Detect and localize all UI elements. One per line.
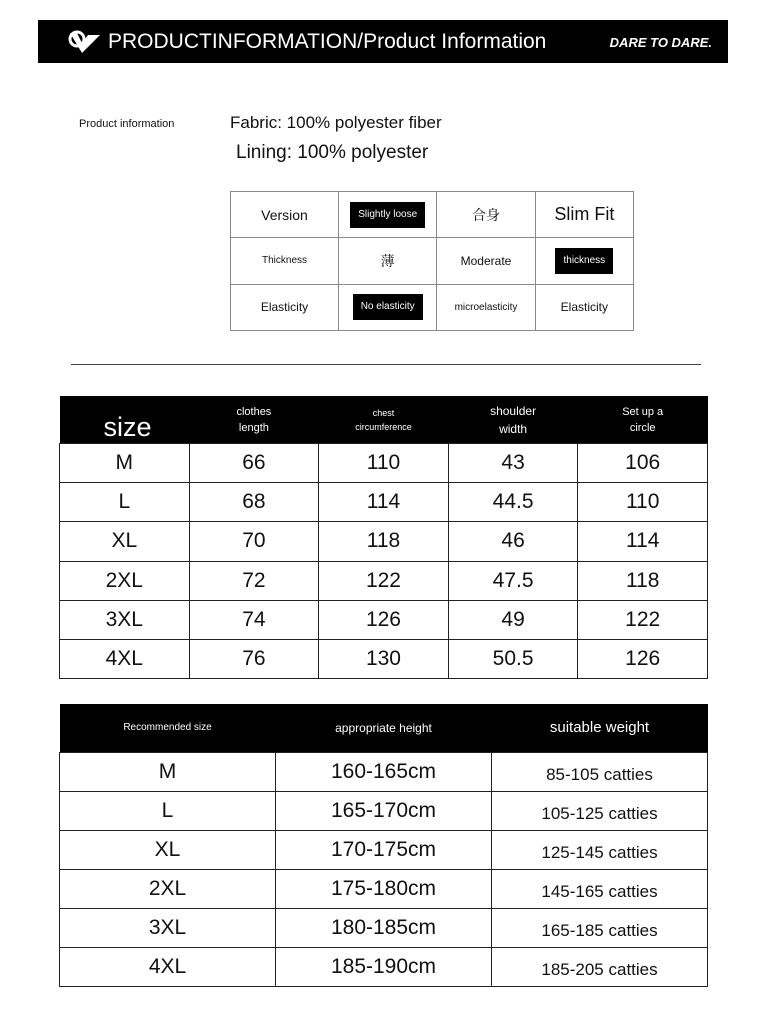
table-cell: 185-205 catties	[492, 947, 708, 986]
attr-option-selected	[339, 192, 437, 238]
table-cell: 118	[578, 561, 708, 600]
table-cell: M	[60, 444, 190, 483]
attr-option: 合身	[437, 192, 535, 238]
table-cell: 122	[578, 600, 708, 639]
table-cell: L	[60, 483, 190, 522]
size-header-length	[189, 396, 319, 444]
table-cell: 2XL	[60, 561, 190, 600]
table-cell: 76	[189, 639, 319, 678]
table-cell: 49	[448, 600, 578, 639]
rec-header-weight: suitable weight	[492, 704, 708, 752]
table-cell: 180-185cm	[276, 908, 492, 947]
size-table-header	[60, 396, 708, 444]
table-cell: M	[60, 752, 276, 791]
table-cell: 43	[448, 444, 578, 483]
header-tagline: DARE TO DARE.	[609, 35, 712, 50]
table-cell: XL	[60, 522, 190, 561]
size-header-shoulder	[448, 396, 578, 444]
recommended-size-table	[59, 704, 708, 987]
table-row	[60, 869, 708, 908]
table-cell: 46	[448, 522, 578, 561]
table-cell: 2XL	[60, 869, 276, 908]
table-cell: 72	[189, 561, 319, 600]
table-cell: 114	[578, 522, 708, 561]
attr-option: Slim Fit	[535, 192, 633, 238]
table-cell: 3XL	[60, 600, 190, 639]
attr-row-thickness	[231, 238, 634, 284]
table-row	[60, 600, 708, 639]
table-cell: 175-180cm	[276, 869, 492, 908]
rec-header-height: appropriate height	[276, 704, 492, 752]
attr-option: 薄	[339, 238, 437, 284]
table-row	[60, 483, 708, 522]
header-banner	[38, 20, 728, 63]
table-cell: L	[60, 791, 276, 830]
attr-row-version	[231, 192, 634, 238]
table-cell: 105-125 catties	[492, 791, 708, 830]
rec-table-header	[60, 704, 708, 752]
table-cell: 165-170cm	[276, 791, 492, 830]
table-cell: 126	[578, 639, 708, 678]
size-header-circle	[578, 396, 708, 444]
size-chart-table	[59, 396, 708, 679]
attr-option-tag: No elasticity	[353, 294, 423, 320]
header-text: shoulder width	[490, 403, 537, 436]
attr-option-selected	[339, 284, 437, 330]
table-cell: 68	[189, 483, 319, 522]
table-cell: 125-145 catties	[492, 830, 708, 869]
table-cell: 70	[189, 522, 319, 561]
size-header-size: size	[60, 396, 190, 444]
attr-row-elasticity	[231, 284, 634, 330]
attr-label: Elasticity	[231, 284, 339, 330]
table-row	[60, 752, 708, 791]
table-cell: 145-165 catties	[492, 869, 708, 908]
table-cell: 110	[319, 444, 449, 483]
table-row	[60, 908, 708, 947]
attr-option: Moderate	[437, 238, 535, 284]
table-cell: 50.5	[448, 639, 578, 678]
table-cell: 106	[578, 444, 708, 483]
header-text: chest circumference	[355, 407, 412, 432]
table-cell: XL	[60, 830, 276, 869]
table-cell: 185-190cm	[276, 947, 492, 986]
table-cell: 122	[319, 561, 449, 600]
attr-label: Version	[231, 192, 339, 238]
brand-logo-icon	[68, 29, 102, 55]
lining-text: Lining: 100% polyester	[236, 142, 429, 163]
table-cell: 110	[578, 483, 708, 522]
header-text: Set up a circle	[622, 405, 664, 434]
table-row	[60, 444, 708, 483]
table-cell: 47.5	[448, 561, 578, 600]
header-title: PRODUCTINFORMATION/Product Information	[108, 30, 547, 53]
table-row	[60, 947, 708, 986]
table-row	[60, 791, 708, 830]
table-cell: 126	[319, 600, 449, 639]
table-cell: 4XL	[60, 947, 276, 986]
table-row	[60, 561, 708, 600]
table-cell: 118	[319, 522, 449, 561]
size-header-chest	[319, 396, 449, 444]
table-cell: 130	[319, 639, 449, 678]
table-cell: 170-175cm	[276, 830, 492, 869]
table-row	[60, 639, 708, 678]
attr-option-selected	[535, 238, 633, 284]
header-text: clothes length	[236, 405, 272, 434]
attr-option-tag: thickness	[555, 248, 613, 274]
table-cell: 165-185 catties	[492, 908, 708, 947]
table-cell: 44.5	[448, 483, 578, 522]
product-info-label: Product information	[79, 118, 175, 130]
table-row	[60, 830, 708, 869]
table-cell: 74	[189, 600, 319, 639]
table-cell: 66	[189, 444, 319, 483]
fabric-text: Fabric: 100% polyester fiber	[230, 113, 442, 132]
table-cell: 3XL	[60, 908, 276, 947]
section-divider	[71, 364, 701, 365]
table-row	[60, 522, 708, 561]
attr-option: microelasticity	[437, 284, 535, 330]
table-cell: 4XL	[60, 639, 190, 678]
table-cell: 85-105 catties	[492, 752, 708, 791]
attr-label: Thickness	[231, 238, 339, 284]
attribute-table	[230, 191, 634, 331]
table-cell: 160-165cm	[276, 752, 492, 791]
table-cell: 114	[319, 483, 449, 522]
attr-option: Elasticity	[535, 284, 633, 330]
attr-option-tag: Slightly loose	[350, 202, 425, 228]
rec-header-size: Recommended size	[60, 704, 276, 752]
